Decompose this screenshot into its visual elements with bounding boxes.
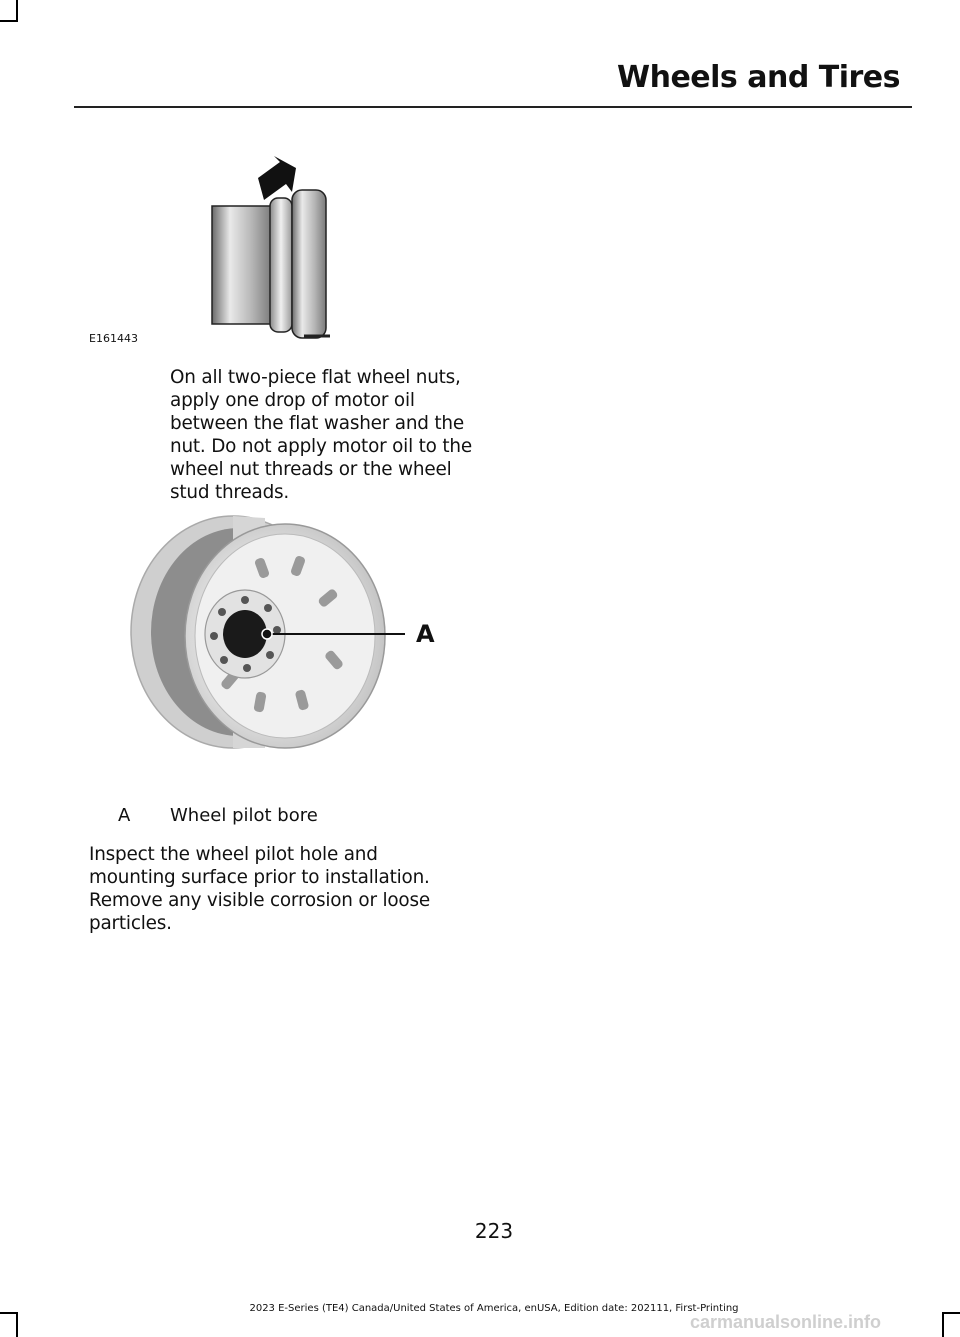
procedure-line: between the flat washer and the (170, 413, 465, 434)
callout-dot (262, 629, 272, 639)
watermark: carmanualsonline.info (690, 1312, 882, 1332)
body-paragraph (89, 843, 459, 935)
rim-flange-outer (292, 190, 326, 338)
procedure-line: nut. Do not apply motor oil to the (170, 436, 472, 457)
body-line: Remove any visible corrosion or loose (89, 890, 430, 911)
procedure-line: wheel nut threads or the wheel (170, 459, 452, 480)
pilot-bore (223, 610, 267, 658)
legend-key: A (118, 805, 131, 826)
crop-mark-top-left-h (0, 20, 18, 22)
callout-letter-a: A (416, 620, 435, 648)
figure-id-label: E161443 (89, 332, 138, 345)
procedure-line: apply one drop of motor oil (170, 390, 415, 411)
body-line: mounting surface prior to installation. (89, 867, 430, 888)
crop-mark-bottom-left-v (16, 1312, 18, 1337)
crop-mark-top-left-v (16, 0, 18, 22)
procedure-line: stud threads. (170, 482, 290, 503)
crop-mark-bottom-right-v (942, 1312, 944, 1337)
body-line: Inspect the wheel pilot hole and (89, 844, 378, 865)
page-number: 223 (474, 1219, 514, 1243)
procedure-line: On all two-piece flat wheel nuts, (170, 367, 461, 388)
pointer-arrow-icon (258, 156, 296, 200)
rim-flange-inner (270, 198, 292, 332)
footer-edition-text: 2023 E-Series (TE4) Canada/United States of America, enUSA, Edition date: 202111, First-Printing (249, 1303, 739, 1314)
procedure-text (170, 366, 475, 504)
header-divider (74, 106, 912, 108)
legend-value: Wheel pilot bore (170, 805, 318, 826)
body-line: particles. (89, 913, 172, 934)
page-title: Wheels and Tires (617, 60, 900, 95)
rim-barrel (212, 206, 272, 324)
wheel-rim-figure (200, 150, 350, 345)
wheel-figure (125, 510, 445, 760)
